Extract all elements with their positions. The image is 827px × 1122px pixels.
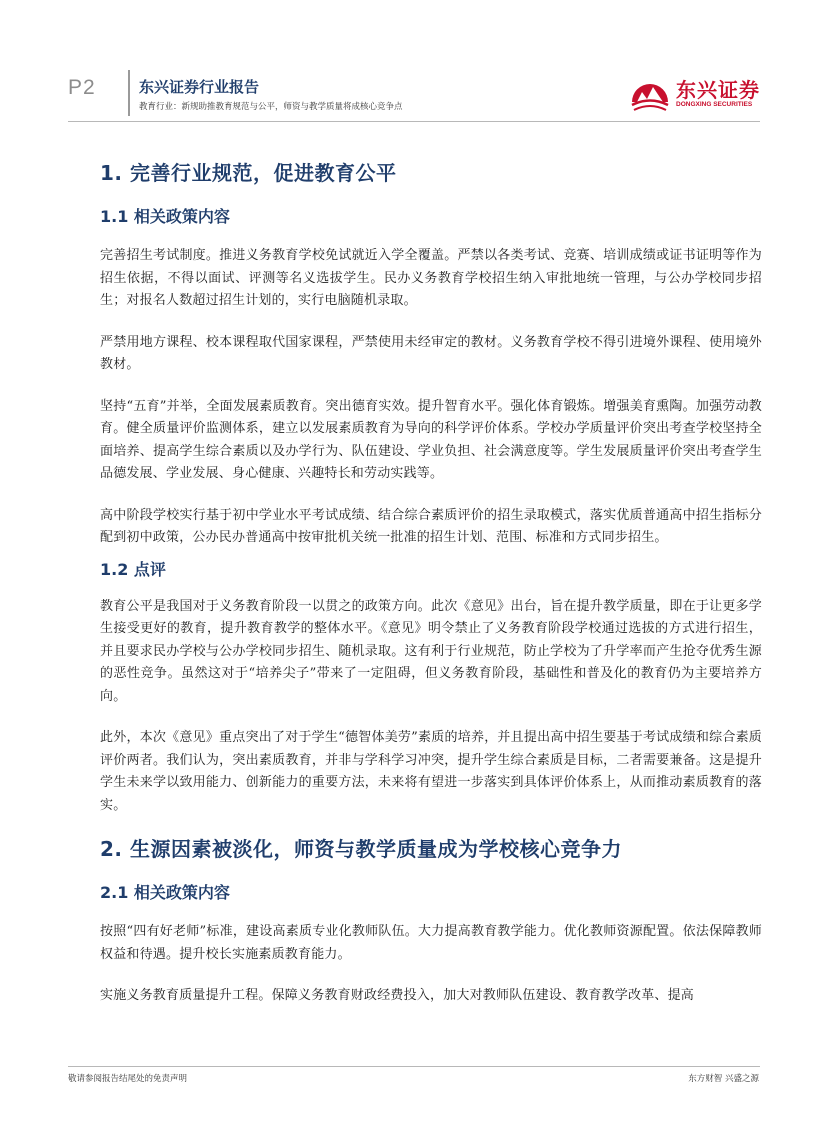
logo-name-en: DONGXING SECURITIES <box>676 101 753 108</box>
subsection-heading: 1.2 点评 <box>100 559 166 579</box>
header-rule <box>68 121 760 122</box>
paragraph: 按照“四有好老师”标准，建设高素质专业化教师队伍。大力提高教育教学能力。优化教师资源配置。依法保障教师权益和待遇。提升校长实施素质教育能力。 <box>100 924 762 962</box>
section-heading: 1. 完善行业规范，促进教育公平 <box>100 161 397 185</box>
footer-rule <box>68 1066 760 1067</box>
subsection-heading: 2.1 相关政策内容 <box>100 883 230 902</box>
page-number: P2 <box>68 76 96 99</box>
paragraph: 此外，本次《意见》重点突出了对于学生“德智体美劳”素质的培养，并且提出高中招生要基于考试成绩和综合素质评价两者。我们认为，突出素质教育，并非与学科学习冲突，提升学生综合素质是目标，二者需要兼备。这是提升学生未来学以致用能力、创新能力的重要方法，未来将有望进一步落实到具体评价体系上，从而推动素质教育的落实。 <box>100 730 762 813</box>
paragraph: 完善招生考试制度。推进义务教育学校免试就近入学全覆盖。严禁以各类考试、竞赛、培训成绩或证书证明等作为招生依据，不得以面试、评测等名义选拔学生。民办义务教育学校招生纳入审批地统一管理，与公办学校同步招生；对报名人数超过招生计划的，实行电脑随机录取。 <box>100 248 762 308</box>
report-title: 东兴证券行业报告 <box>139 78 260 96</box>
header-divider <box>128 70 130 116</box>
report-subtitle: 教育行业：新规助推教育规范与公平，师资与教学质量将成核心竞争点 <box>139 102 403 112</box>
logo-name-cn: 东兴证券 <box>676 78 760 102</box>
disclaimer-note: 敬请参阅报告结尾处的免责声明 <box>68 1074 188 1084</box>
company-logo <box>628 68 760 116</box>
paragraph: 严禁用地方课程、校本课程取代国家课程，严禁使用未经审定的教材。义务教育学校不得引进境外课程、使用境外教材。 <box>100 334 762 372</box>
paragraph: 高中阶段学校实行基于初中学业水平考试成绩、结合综合素质评价的招生录取模式，落实优质普通高中招生指标分配到初中政策，公办民办普通高中按审批机关统一批准的招生计划、范围、标准和方式同步招生。 <box>100 507 762 545</box>
paragraph: 教育公平是我国对于义务教育阶段一以贯之的政策方向。此次《意见》出台，旨在提升教学质量，即在于让更多学生接受更好的教育，提升教育教学的整体水平。《意见》明令禁止了义务教育阶段学校通过选拔的方式进行招生，并且要求民办学校与公办学校同步招生、随机录取。这有利于行业规范，防止学校为了升学率而产生抢夺优秀生源的恶性竞争。虽然这对于“培养尖子”带来了一定阻碍，但义务教育阶段，基础性和普及化的教育仍为主要培养方向。 <box>100 598 762 704</box>
report-body <box>100 155 762 1008</box>
section-heading: 2. 生源因素被淡化，师资与教学质量成为学校核心竞争力 <box>100 837 622 861</box>
company-slogan: 东方财智 兴盛之源 <box>688 1074 759 1084</box>
logo-mark-icon <box>628 72 672 114</box>
paragraph: 实施义务教育质量提升工程。保障义务教育财政经费投入，加大对教师队伍建设、教育教学改革、提高 <box>100 988 695 1003</box>
paragraph: 坚持“五育”并举，全面发展素质教育。突出德育实效。提升智育水平。强化体育锻炼。增强美育熏陶。加强劳动教育。健全质量评价监测体系，建立以发展素质教育为导向的科学评价体系。学校办学质量评价突出考查学校坚持全面培养、提高学生综合素质以及办学行为、队伍建设、学业负担、社会满意度等。学生发展质量评价突出考查学生品德发展、学业发展、身心健康、兴趣特长和劳动实践等。 <box>100 398 762 481</box>
subsection-heading: 1.1 相关政策内容 <box>100 207 230 226</box>
